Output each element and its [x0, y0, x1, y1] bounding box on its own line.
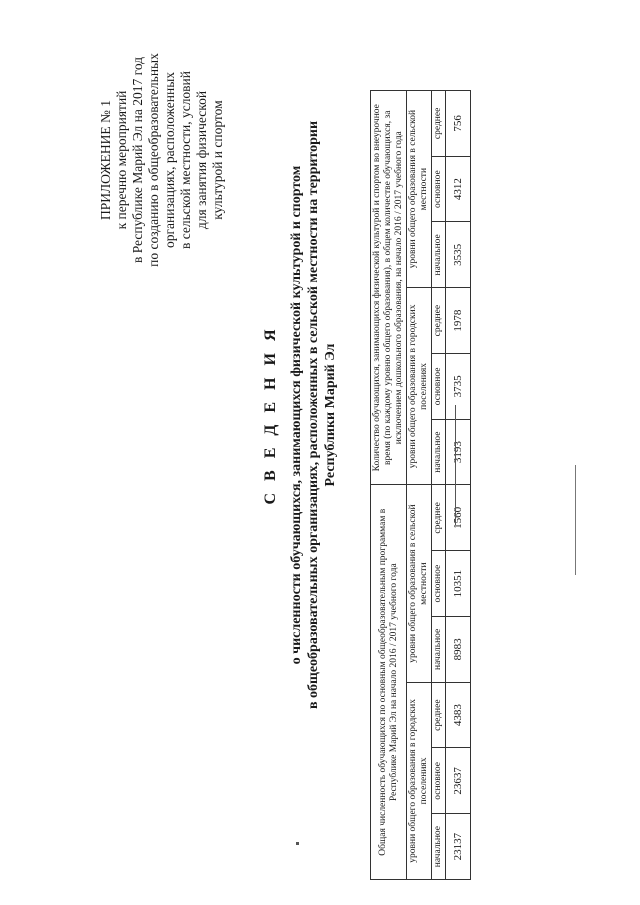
appendix-line: культурой и спортом: [210, 100, 225, 220]
table-row: [446, 91, 471, 880]
table-level-header: среднее: [432, 682, 446, 748]
table-level-header: основное: [432, 354, 446, 420]
table-cell: 756: [446, 91, 471, 157]
table-cell: 23637: [446, 748, 471, 814]
title-line: о численности обучающихся, занимающихся физической культурой и спортом: [289, 165, 304, 665]
table-level-header: основное: [432, 156, 446, 222]
table-group-header: Количество обучающихся, занимающихся физической культурой и спортом во внеурочное время (по каждому уровню общего образования), в общем количестве обучающихся, за исключением дошкольного образования, на начало 2016 / 2017 учебного года: [371, 91, 407, 486]
separator-line: [455, 405, 456, 525]
table-level-header: среднее: [432, 485, 446, 551]
table-subheader: уровни общего образования в сельской местности: [407, 485, 432, 682]
appendix-line: в Республике Марий Эл на 2017 год: [130, 56, 145, 264]
table-subheader: уровни общего образования в городских поселениях: [407, 682, 432, 879]
appendix-line: в сельской местности, условий: [178, 71, 193, 249]
table-level-header: основное: [432, 748, 446, 814]
table-cell: 1560: [446, 485, 471, 551]
table-group-header: Общая численность обучающихся по основным общеобразовательным программам в Республике Марий Эл на начало 2016 / 2017 учебного года: [371, 485, 407, 880]
separator-line: [575, 465, 576, 575]
table-cell: 8983: [446, 617, 471, 683]
table-cell: 1978: [446, 288, 471, 354]
table-cell: 3535: [446, 222, 471, 288]
table-level-header: среднее: [432, 91, 446, 157]
title-line: в общеобразовательных организациях, расположенных в сельской местности на территории: [306, 120, 321, 710]
table-cell: 4312: [446, 156, 471, 222]
appendix-line: по созданию в общеобразовательных: [146, 53, 161, 267]
table-level-header: начальное: [432, 814, 446, 880]
appendix-line: ПРИЛОЖЕНИЕ № 1: [98, 99, 113, 221]
table-subheader: уровни общего образования в городских поселениях: [407, 288, 432, 485]
table-cell: 4383: [446, 682, 471, 748]
table-cell: 3735: [446, 354, 471, 420]
appendix-line: для занятия физической: [194, 90, 209, 230]
table-level-header: начальное: [432, 419, 446, 485]
scan-mark: [296, 842, 299, 845]
appendix-block: [98, 35, 226, 285]
appendix-line: организациях, расположенных: [162, 71, 177, 249]
table-subheader: уровни общего образования в сельской местности: [407, 91, 432, 288]
document-title: [262, 35, 339, 795]
table-level-header: основное: [432, 551, 446, 617]
table-level-header: среднее: [432, 288, 446, 354]
title-line: Республики Марий Эл: [323, 343, 338, 487]
table-cell: 23137: [446, 814, 471, 880]
appendix-line: к перечню мероприятий: [114, 90, 129, 230]
table-level-header: начальное: [432, 617, 446, 683]
title-heading: С В Е Д Е Н И Я: [262, 325, 279, 505]
table-level-header: начальное: [432, 222, 446, 288]
table-cell: 3193: [446, 419, 471, 485]
table-cell: 10351: [446, 551, 471, 617]
